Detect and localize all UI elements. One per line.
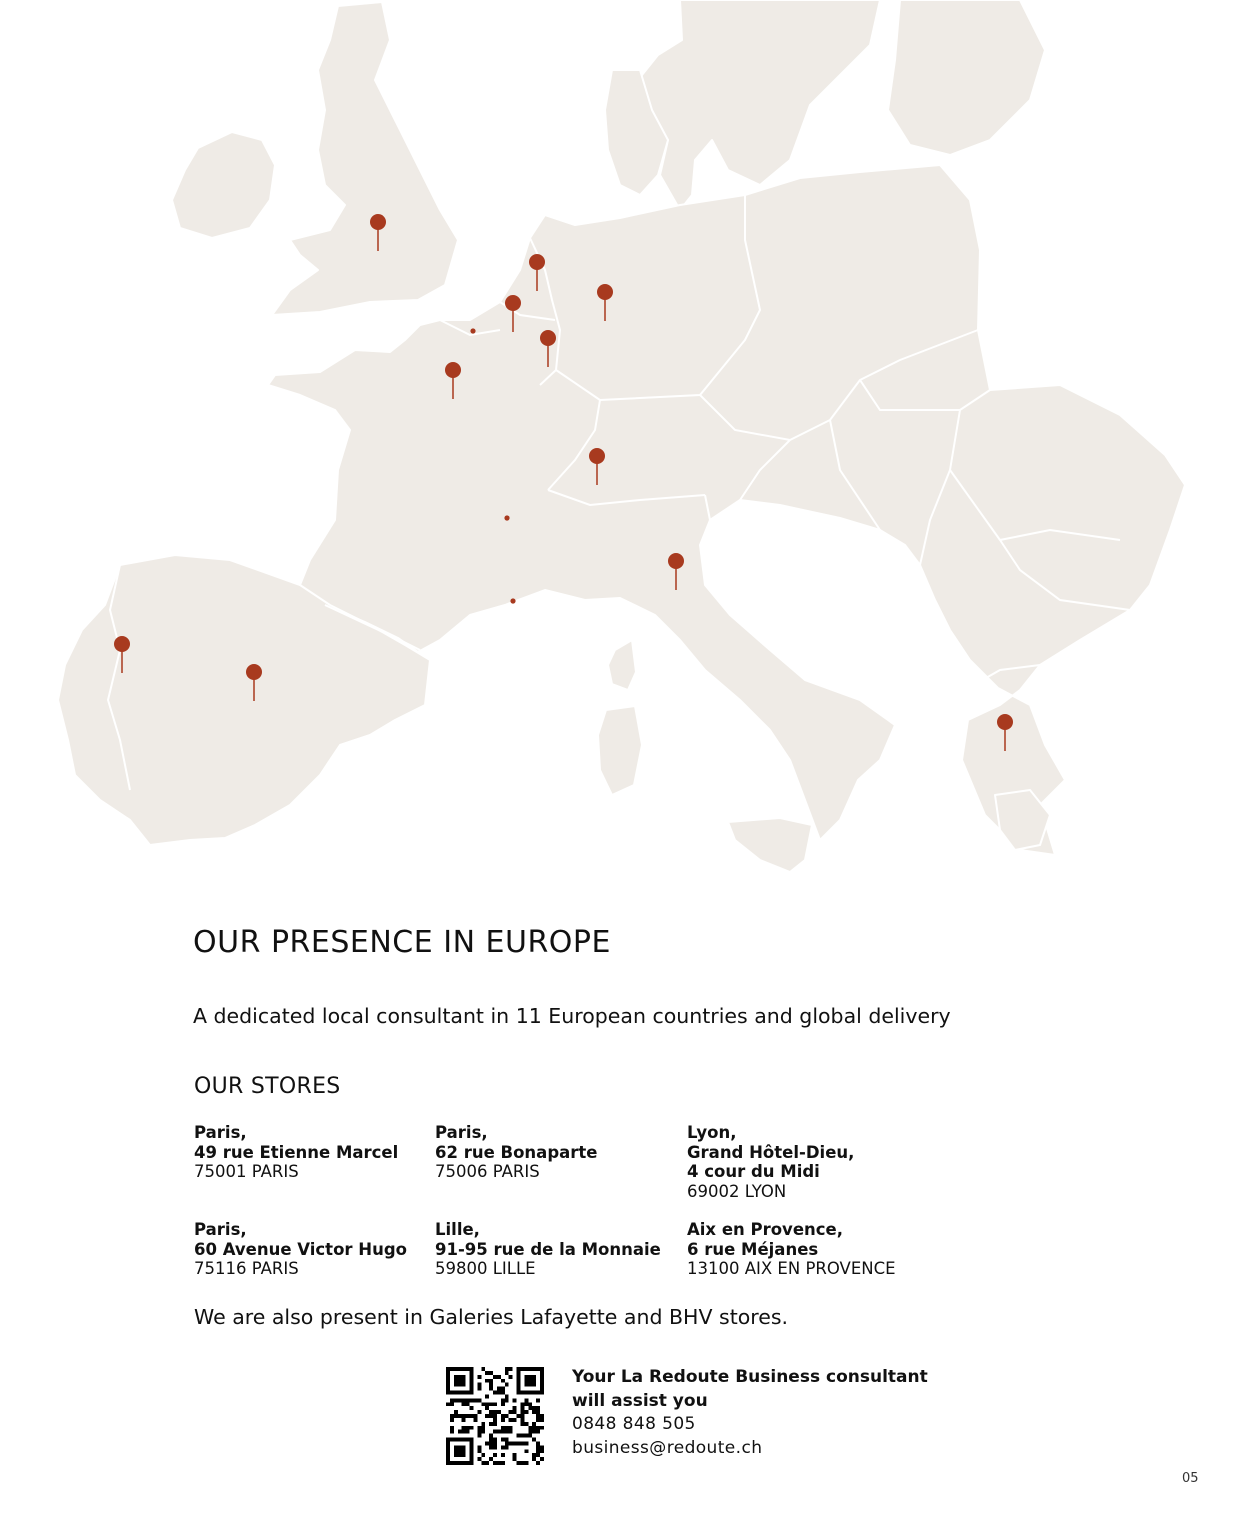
- store-city: Paris,: [435, 1123, 488, 1142]
- qr-code-icon[interactable]: [446, 1367, 544, 1465]
- store-postal: 75001 PARIS: [194, 1162, 299, 1181]
- store-street: 49 rue Etienne Marcel: [194, 1142, 399, 1162]
- page-number: 05: [1182, 1471, 1199, 1486]
- store-street: 62 rue Bonaparte: [435, 1142, 598, 1162]
- contact-block: [572, 1366, 928, 1460]
- store-city: Paris,: [194, 1123, 247, 1142]
- land-ireland: [172, 132, 275, 238]
- store-postal: 75006 PARIS: [435, 1162, 540, 1181]
- land-sardinia: [598, 706, 642, 795]
- store-street: 6 rue Méjanes: [687, 1239, 819, 1259]
- land-finland: [888, 0, 1045, 155]
- store-entry: [194, 1220, 407, 1279]
- store-postal: 75116 PARIS: [194, 1259, 299, 1278]
- land-sicily: [728, 818, 812, 872]
- also-present-text: We are also present in Galeries Lafayette and BHV stores.: [194, 1305, 789, 1329]
- store-entry: [435, 1123, 597, 1182]
- page-title: OUR PRESENCE IN EUROPE: [193, 925, 611, 960]
- store-city: Lille,: [435, 1220, 480, 1239]
- contact-phone[interactable]: 0848 848 505: [572, 1414, 696, 1434]
- stores-heading: OUR STORES: [194, 1074, 341, 1099]
- store-street: Grand Hôtel-Dieu,: [687, 1142, 855, 1162]
- map-dot-icon: [504, 515, 509, 520]
- contact-email[interactable]: business@redoute.ch: [572, 1437, 763, 1458]
- store-city: Lyon,: [687, 1123, 737, 1142]
- map-dot-icon: [510, 598, 515, 603]
- store-city: Paris,: [194, 1220, 247, 1239]
- store-city: Aix en Provence,: [687, 1220, 843, 1239]
- contact-line-2: will assist you: [572, 1390, 708, 1411]
- store-entry: [194, 1123, 398, 1182]
- map-dot-icon: [470, 328, 475, 333]
- store-entry: [687, 1220, 896, 1279]
- land-corsica: [608, 640, 636, 690]
- store-postal: 13100 AIX EN PROVENCE: [687, 1259, 896, 1278]
- qr-code-graphic: [446, 1367, 544, 1465]
- store-street: 91-95 rue de la Monnaie: [435, 1239, 661, 1259]
- land-great-britain: [272, 2, 458, 315]
- store-postal: 69002 LYON: [687, 1181, 787, 1201]
- page-subtitle: A dedicated local consultant in 11 European countries and global delivery: [193, 1004, 951, 1028]
- store-postal: 59800 LILLE: [435, 1259, 536, 1278]
- store-street-extra: 4 cour du Midi: [687, 1162, 820, 1181]
- store-entry: [687, 1123, 854, 1201]
- contact-line-1: Your La Redoute Business consultant: [572, 1367, 928, 1387]
- store-entry: [435, 1220, 661, 1279]
- store-street: 60 Avenue Victor Hugo: [194, 1239, 407, 1259]
